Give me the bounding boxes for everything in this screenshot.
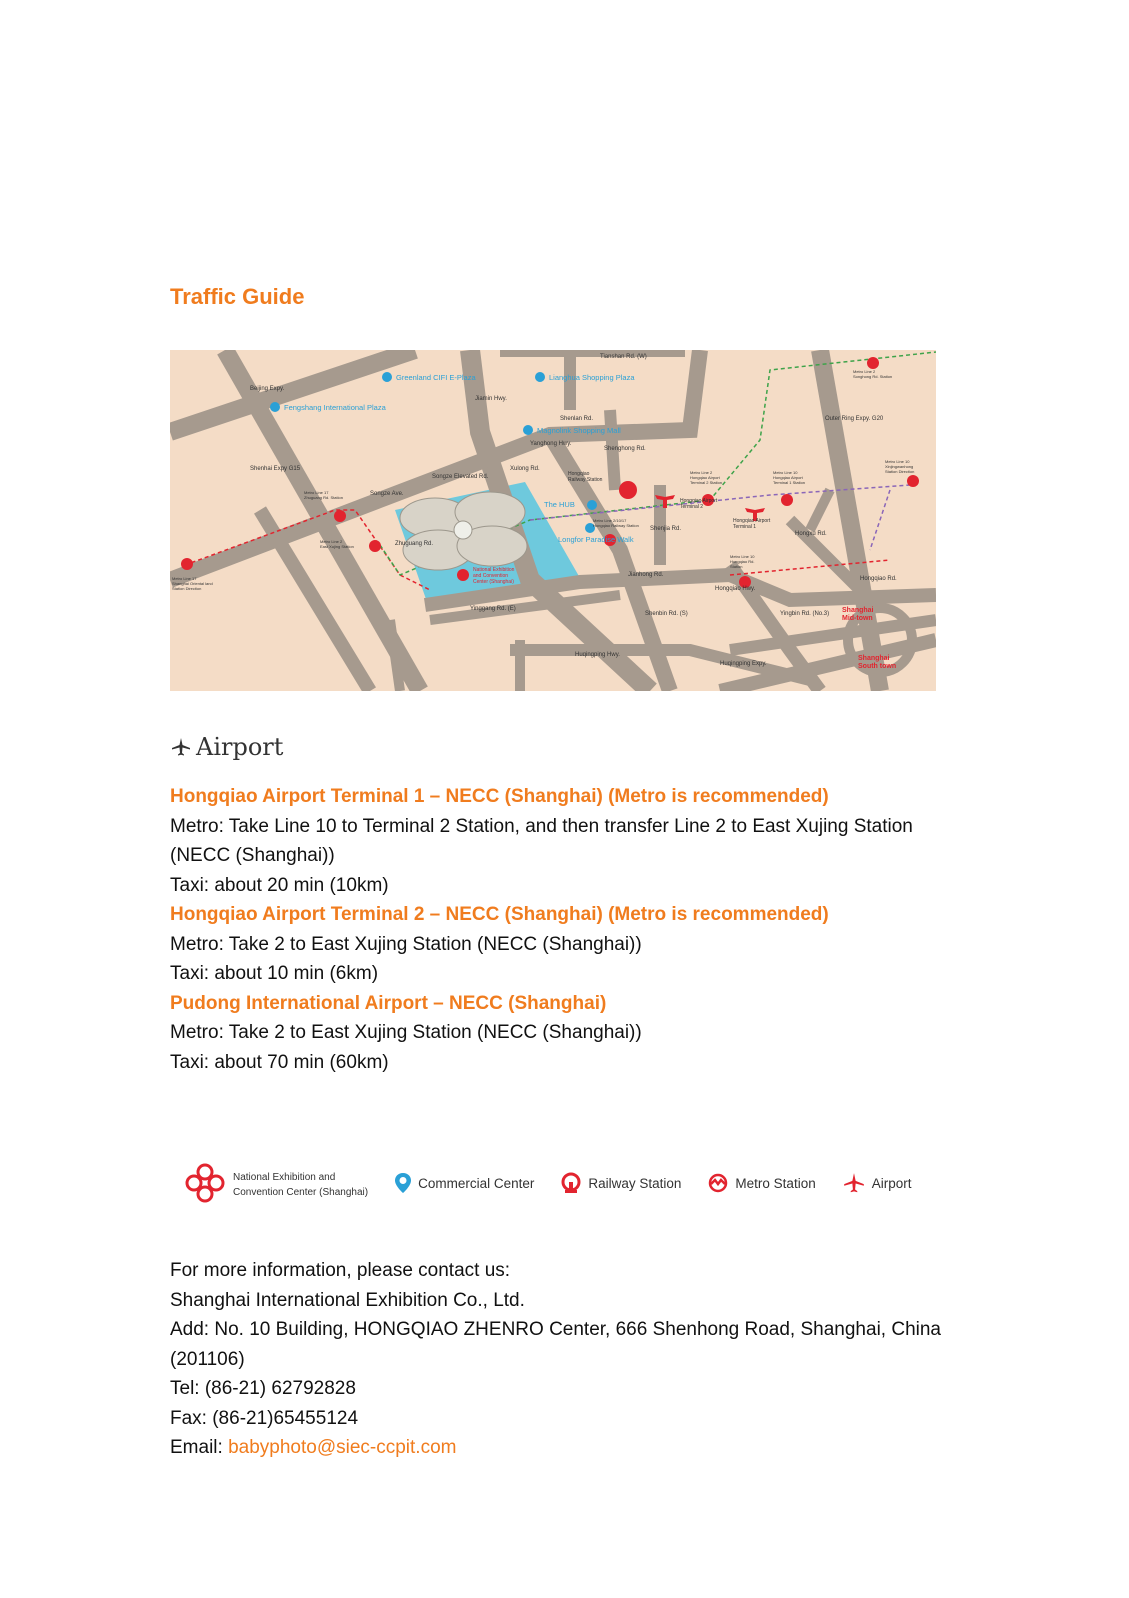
station-label: Zhuguang Rd. Station: [304, 495, 343, 500]
station-label: Metro Line 2: [690, 470, 713, 475]
station-label: Metro Line 10: [885, 459, 910, 464]
station-label: Hongqiao Rd.: [730, 559, 755, 564]
station-label: Metro Line 10: [730, 554, 755, 559]
station-label: Terminal 1 Station: [773, 480, 806, 485]
route-list: [170, 782, 970, 1077]
metro-icon: [907, 475, 919, 487]
route-taxi: Taxi: about 10 min (6km): [170, 963, 379, 984]
place-label: Terminal 2: [680, 504, 704, 510]
metro-icon: [369, 540, 381, 552]
place-label: Greenland CIFI E-Plaza: [396, 373, 476, 382]
contact-tel: Tel: (86-21) 62792828: [170, 1378, 356, 1399]
station-label: Station: [730, 564, 743, 569]
contact-address: Add: No. 10 Building, HONGQIAO ZHENRO Center, 666 Shenhong Road, Shanghai, China (201106): [170, 1319, 941, 1370]
contact-email-label: Email:: [170, 1437, 229, 1458]
legend-commercial: [394, 1172, 534, 1194]
contact-info: [170, 1256, 990, 1463]
commercial-icon: [382, 372, 392, 382]
contact-company: Shanghai International Exhibition Co., Ltd.: [170, 1289, 525, 1311]
route-taxi: Taxi: about 70 min (60km): [170, 1051, 389, 1073]
contact-email-row: [170, 1433, 990, 1463]
route-taxi: Taxi: about 20 min (10km): [170, 874, 389, 896]
map-legend: [183, 1161, 943, 1205]
contact-fax: Fax: (86-21)65455124: [170, 1407, 359, 1429]
road-label: Shenbin Rd. (S): [645, 611, 688, 617]
station-label: Hongqiao Airport: [690, 475, 720, 480]
place-label: and Convention: [473, 573, 509, 579]
page-title: Traffic Guide: [170, 284, 305, 309]
place-label: Lianghua Shopping Plaza: [549, 373, 635, 382]
station-label: Station Direction: [885, 469, 915, 474]
airport-heading-text: Airport: [196, 733, 284, 761]
station-label: Metro Line 10: [773, 470, 798, 475]
route-title: Pudong International Airport – NECC (Shanghai): [170, 992, 607, 1014]
place-label: National Exhibition: [473, 567, 515, 573]
station-label: Terminal 2 Station: [690, 480, 723, 485]
road-label: Shenhai Expy G15: [250, 466, 301, 472]
necc-building: [400, 492, 527, 570]
route-metro: Metro: Take 2 to East Xujing Station (NECC (Shanghai)): [170, 1022, 642, 1043]
station-label: Metro Line 17: [172, 576, 197, 581]
metro-icon: [867, 357, 879, 369]
place-label: Center (Shanghai): [473, 579, 514, 585]
road-label: Tianshan Rd. (W): [600, 354, 647, 360]
route-title: Hongqiao Airport Terminal 1 – NECC (Shanghai) (Metro is recommended): [170, 786, 829, 807]
place-label: Hongqiao Airport: [680, 498, 718, 504]
road-label: Shenlan Rd.: [560, 416, 594, 422]
necc-icon: [457, 569, 469, 581]
commercial-icon: [523, 425, 533, 435]
place-label: Hongqiao: [568, 471, 590, 477]
commercial-icon: [587, 500, 597, 510]
place-label: South town: [858, 663, 897, 670]
metro-icon: [707, 1172, 729, 1194]
legend-airport: [842, 1171, 912, 1195]
metro-icon: [181, 558, 193, 570]
railway-icon: [619, 481, 637, 499]
place-label: Longfor Paradise Walk: [558, 535, 634, 544]
station-label: Hongqiao Railway Station: [593, 523, 639, 528]
legend-metro: [707, 1172, 815, 1194]
road-label: Yinggang Rd. (E): [470, 606, 516, 612]
road-label: Songze Elevated Rd.: [432, 474, 489, 480]
station-label: Metro Line 2: [320, 539, 343, 544]
airplane-icon: [170, 736, 192, 758]
place-label: Fengshang International Plaza: [284, 403, 386, 412]
place-label: Mid-town: [842, 615, 873, 622]
road-label: Zhuguang Rd.: [395, 541, 434, 547]
place-label: Magnolink Shopping Mall: [537, 426, 621, 435]
legend-airport-label: Airport: [871, 1175, 912, 1191]
road-label: Yanghong Hwy.: [530, 441, 572, 447]
place-label: Hongqiao Airport: [733, 518, 771, 524]
legend-metro-label: Metro Station: [735, 1175, 816, 1191]
traffic-map: [170, 350, 936, 691]
road-label: Jianhong Rd.: [628, 572, 664, 578]
road-label: Hongqiao Hwy.: [715, 586, 756, 592]
route-metro: Metro: Take Line 10 to Terminal 2 Station, and then transfer Line 2 to East Xujing Station (NECC (Shanghai)): [170, 815, 913, 866]
email-link[interactable]: babyphoto@siec-ccpit.com: [228, 1437, 457, 1458]
location-pin-icon: [394, 1172, 412, 1194]
road-label: Yingbin Rd. (No.3): [780, 611, 830, 617]
road-label: Huqingping Expy.: [720, 661, 767, 667]
legend-railway: [560, 1172, 681, 1194]
station-label: East Xujing Station: [320, 544, 354, 549]
place-label: Shanghai: [842, 607, 874, 614]
station-label: Songhong Rd. Station: [853, 374, 893, 379]
airport-section-heading: [170, 733, 283, 761]
station-label: Shanghai Oriental land: [172, 581, 213, 586]
station-label: Station Direction: [172, 586, 202, 591]
road-label: Outer Ring Expy. G20: [825, 416, 884, 422]
legend-railway-label: Railway Station: [588, 1175, 682, 1191]
road-label: Beijing Expy.: [250, 386, 285, 392]
legend-necc-line1: National Exhibition and: [233, 1172, 336, 1183]
place-label: Shanghai: [858, 655, 890, 662]
station-label: Metro Line 17: [304, 490, 329, 495]
station-label: Xinjingwanhong: [885, 464, 914, 469]
route-metro: Metro: Take 2 to East Xujing Station (NECC (Shanghai)): [170, 933, 642, 955]
road-label: Huqingping Hwy.: [575, 652, 620, 658]
railway-icon: [560, 1172, 582, 1194]
place-label: The HUB: [544, 500, 575, 509]
commercial-icon: [270, 402, 280, 412]
airplane-icon: [842, 1171, 866, 1195]
road-label: Jiamin Hwy.: [475, 396, 507, 402]
legend-necc: [183, 1161, 368, 1205]
metro-icon: [334, 510, 346, 522]
road-label: Xulong Rd.: [510, 466, 540, 472]
station-label: Metro Line 2: [853, 369, 876, 374]
road-label: Songze Ave.: [370, 491, 404, 497]
place-label: Railway Station: [568, 477, 603, 483]
necc-logo-icon: [183, 1161, 227, 1205]
station-label: Metro Line 2/10/17: [593, 518, 627, 523]
metro-icon: [781, 494, 793, 506]
legend-necc-line2: Convention Center (Shanghai): [233, 1187, 369, 1198]
commercial-icon: [535, 372, 545, 382]
place-label: Terminal 1: [733, 524, 757, 530]
road-label: Shenghong Rd.: [604, 446, 646, 452]
legend-commercial-label: Commercial Center: [418, 1175, 535, 1191]
contact-intro: For more information, please contact us:: [170, 1260, 511, 1281]
route-title: Hongqiao Airport Terminal 2 – NECC (Shanghai) (Metro is recommended): [170, 904, 829, 925]
road-label: Hongxu Rd.: [795, 531, 827, 537]
road-label: Hongqiao Rd.: [860, 576, 897, 582]
road-label: Shenjia Rd.: [650, 526, 682, 532]
station-label: Hongqiao Airport: [773, 475, 803, 480]
